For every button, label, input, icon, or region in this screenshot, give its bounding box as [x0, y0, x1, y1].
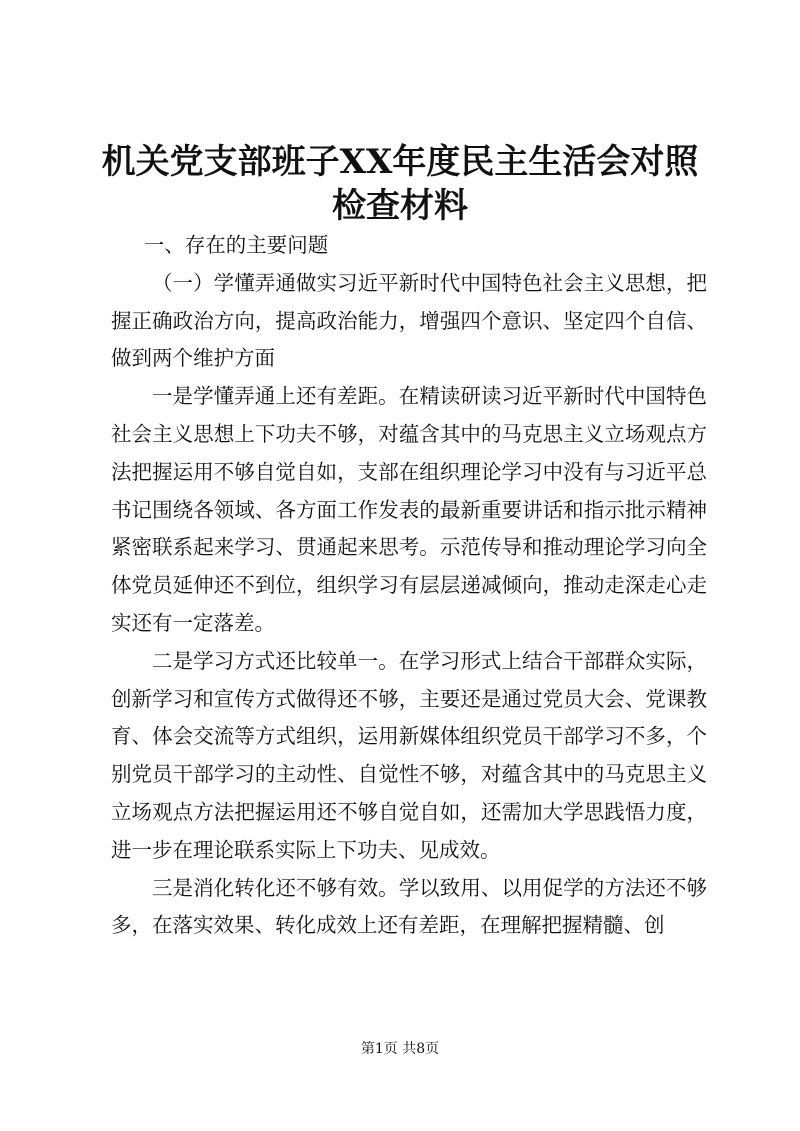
- body-paragraph: 一是学懂弄通上还有差距。在精读研读习近平新时代中国特色社会主义思想上下功夫不够，对蕴含其中的马克思主义立场观点方法把握运用不够自觉自如，支部在组织理论学习中没有与习近平总书记围绕各领域、各方面工作发表的最新重要讲话和指示批示精神紧密联系起来学习、贯通起来思考。示范传导和推动理论学习向全体党员延伸还不到位，组织学习有层层递减倾向，推动走深走心走实还有一定落差。: [111, 384, 707, 635]
- body-paragraph: 三是消化转化还不够有效。学以致用、以用促学的方法还不够多，在落实效果、转化成效上还有差距，在理解把握精髓、创: [111, 875, 707, 938]
- section-heading: 一、存在的主要问题: [143, 233, 329, 257]
- document-body: [111, 227, 707, 945]
- page-footer: 第1页 共8页: [360, 1041, 440, 1057]
- document-title: 机关党支部班子XX年度民主生活会对照检查材料: [101, 142, 699, 226]
- body-paragraph: 二是学习方式还比较单一。在学习形式上结合干部群众实际，创新学习和宣传方式做得还不够，主要还是通过党员大会、党课教育、体会交流等方式组织，运用新媒体组织党员干部学习不多，个别党员干部学习的主动性、自觉性不够，对蕴含其中的马克思主义立场观点方法把握运用还不够自觉自如，还需加大学思践悟力度，进一步在理论联系实际上下功夫、见成效。: [111, 648, 707, 862]
- subsection-heading: （一）学懂弄通做实习近平新时代中国特色社会主义思想，把握正确政治方向，提高政治能力，增强四个意识、坚定四个自信、做到两个维护方面: [111, 270, 707, 371]
